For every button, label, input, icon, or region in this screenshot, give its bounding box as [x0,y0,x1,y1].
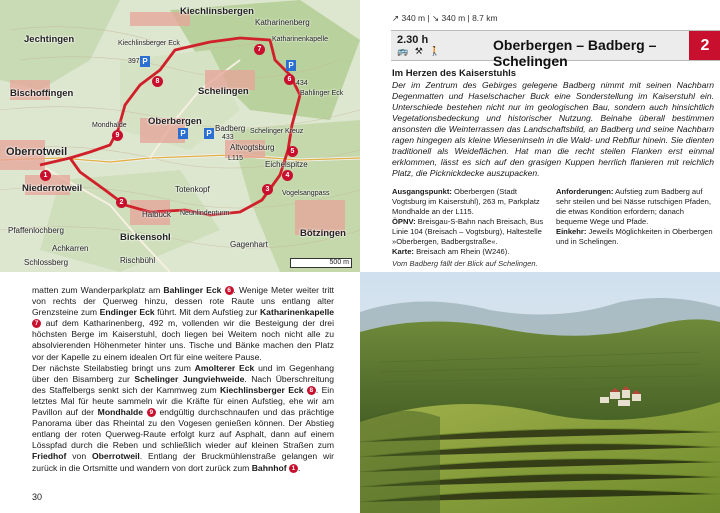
fact-map-label: Karte: [392,247,414,256]
map-label-oberrotweil: Oberrotweil [6,146,68,158]
map-label-schelingen: Schelingen [198,86,249,97]
place-friedhof: Friedhof [32,451,67,462]
place-bahnhof: Bahnhof [251,462,287,473]
tour-stats: ↗ 340 m | ↘ 340 m | 8.7 km [392,13,498,23]
map-label-neunlindenturm: Neunlindenturm [180,210,230,217]
map-label-totenkopf: Totenkopf [175,185,210,194]
map-label-bahlinger-eck: Bahlinger Eck [300,90,344,97]
fact-start-label: Ausgangspunkt: [392,187,452,196]
map-label-eichelspitze: Eichelspitze [265,160,308,169]
waypoint-badge: 8 [307,386,316,395]
fact-food: Jeweils Möglichkeiten in Oberbergen und in Schelingen. [556,227,713,246]
waypoint-badge: 6 [225,286,234,295]
route-marker-5: 5 [287,146,298,157]
map-label-niederrotweil: Niederrotweil [22,183,83,194]
text-run: . [297,462,301,473]
text-run: matten zum Wanderparkplatz am [32,285,164,295]
map-label-kiechlinsberger-eck: Kiechlinsberger Eck [118,40,180,47]
route-marker-3: 3 [262,184,273,195]
map-label-rischbuhl: Rischbühl [120,256,156,265]
map-label-eck-elevation: 397 [128,58,140,65]
map-label-vogelsangpass: Vogelsangpass [282,190,330,197]
waypoint-badge: 1 [289,464,298,473]
map-label-road: L115 [228,155,244,162]
map-label-jechtingen: Jechtingen [24,34,75,45]
map-label-botzingen: Bötzingen [300,228,346,239]
fact-food-label: Einkehr: [556,227,587,236]
waypoint-badge: 7 [32,319,41,328]
tour-title: Oberbergen – Badberg – Schelingen [493,37,657,69]
map-scale: 500 m [290,258,352,268]
tour-duration: 2.30 h [397,34,429,46]
body-text [32,285,334,474]
fact-start: Oberbergen (Stadt Vogtsburg im Kaiserstuhl), 263 m, Parkplatz Mondhalde an der L115. [392,187,540,216]
map-label-pfaffenlochberg: Pfaffenlochberg [8,226,64,235]
route-marker-4: 4 [282,170,293,181]
map-label-altvogtsburg: Altvogtsburg [230,143,275,152]
map-label-badberg: Badberg [215,124,246,133]
map-label-achkarren: Achkarren [52,244,89,253]
route-marker-9: 9 [112,130,123,141]
map-label-schlossberg: Schlossberg [24,258,69,267]
place-oberrotweil: Oberrotweil [92,451,140,462]
route-map [0,0,360,272]
fact-map: Breisach am Rhein (W246). [416,247,510,256]
map-label-schelinger-kreuz: Schelinger Kreuz [250,128,304,135]
route-marker-1: 1 [40,170,51,181]
map-label-halbuck: Halbuck [142,210,171,219]
parking-icon: P [140,56,150,67]
fact-transit: Breisgau-S-Bahn nach Breisach, Bus Linie 104 (Breisach – Vogtsburg), Haltestelle »Oberbergen, Badbergstraße«. [392,217,544,246]
place-bahlinger-eck: Bahlinger Eck [163,285,222,295]
route-marker-2: 2 [116,197,127,208]
landscape-photo-art [360,272,720,513]
text-run: endgültig durchschnaufen und das prächtige Panorama über das Rheintal zu den Vogesen genießen können. Der Abstieg entlang der roten Querweg-Raute erfolgt kurz auf Asphalt, dann auf einem Lösspfad durch die Reben und schließlich wieder auf kleinen Straßen zum [32,407,334,451]
parking-icon: P [286,60,296,71]
route-marker-7: 7 [254,44,265,55]
route-marker-6: 6 [284,74,295,85]
text-run: von [66,451,92,462]
photo-caption: Vom Badberg fällt der Blick auf Schelingen. [392,259,538,268]
text-run: . Nach Überschreitung des Staffelbergs senkt sich der Kammweg zum [32,373,334,395]
facts-right-column [556,187,714,247]
fact-requirements: Aufstieg zum Badberg auf sehr steilen und bei Nässe rutschigen Pfaden, die etwas Kondition erfordern; danach bequeme Wege und Pfade. [556,187,711,226]
map-label-katharinenkapelle: Katharinenkapelle [272,36,329,43]
intro-heading: Im Herzen des Kaiserstuhls [392,68,517,79]
map-label-katharinenberg: Katharinenberg [255,18,310,27]
place-mondhalde: Mondhalde [97,407,144,418]
place-katharinenkapelle: Katharinenkapelle [259,307,334,318]
waypoint-badge: 9 [147,408,156,417]
place-amolterer-eck: Amolterer Eck [194,362,255,373]
route-marker-8: 8 [152,76,163,87]
text-run: auf dem Katharinenberg, 492 m, vollenden wir die Besteigung der drei höchsten Berge im Kaiserstuhl, doch liegen bei Weitem noch nicht alle zu absolvierenden Höhenmeter hinter uns. Tische und Bänke machen den Platz vor der Kapelle zu einem idealen Ort für eine weitere Pause. [32,318,334,362]
tour-info-panel [360,0,720,272]
text-run: . Wenige Meter weiter tritt von rechts der Querweg hinzu, dessen rote Raute uns entlang alter Grenzsteine zum [32,285,335,318]
fact-transit-label: ÖPNV: [392,217,416,226]
map-label-bickensohl: Bickensohl [120,232,171,243]
text-run: . Ein letztes Mal für heute sammeln wir die Kräfte für einen Aufstieg, ehe wir am Pavillon auf der [32,384,334,418]
map-label-bischoffingen: Bischoffingen [10,88,74,99]
facts-left-column [392,187,550,257]
tour-type-icons: 🚌 ⚒ 🚶 [397,46,443,56]
text-run: und im Gegenhang über den Bisamberg zur [32,362,334,384]
map-label-kiechlinsbergen: Kiechlinsbergen [180,6,254,17]
map-label-mondhalde: Mondhalde [92,122,127,129]
page-number: 30 [32,492,43,502]
place-endinger-eck: Endinger Eck [99,307,155,318]
intro-text: Der im Zentrum des Gebirges gelegene Badberg nimmt mit seinen Nachbarn Degenmatten und Haselschacher Buck eine Sonderstellung im Kaiserstuhl ein. Unterschiede bestehen nicht nur im geologischen Bau, sondern auch hinsichtlich Vegetationsbedeckung und historischer Nutzung. Beinahe überall bestimmen ansonsten die Weinterrassen das Landschaftsbild, an Badberg und seine Nachbarn ragen hingegen als kleine Wieseninseln in die Wald- und Rebflur hinein. Sie dienten traditionell als Weideflächen. Hat man die recht steilen Flanken erst einmal erklommen, lässt es sich auf den grasigen Kuppen herrlich flanieren mit reichlich Platz, die Picknickdecke auszupacken. [392,80,714,178]
map-label-bahlinger-elevation: 434 [296,80,308,87]
text-run: Der nächste Steilabstieg bringt uns zum [32,362,195,373]
parking-icon: P [178,128,188,139]
parking-icon: P [204,128,214,139]
map-label-gagenhart: Gagenhart [230,240,268,249]
landscape-photo [360,272,720,513]
tour-number-badge: 2 [689,31,720,60]
map-label-oberbergen: Oberbergen [148,116,202,127]
text-run: . Entlang der Bruckmühlenstraße gelangen wir zurück in die Ortsmitte und wandern von dort zurück zum [32,451,334,473]
map-label-badberg-elevation: 433 [222,134,234,141]
place-kiechlinsberger-eck: Kiechlinsberger Eck [219,384,304,395]
fact-requirements-label: Anforderungen: [556,187,614,196]
text-run: führt. Mit dem Aufstieg zur [154,307,260,318]
place-schelinger-jungviehweide: Schelinger Jungviehweide [134,373,245,384]
tour-header [391,30,720,69]
